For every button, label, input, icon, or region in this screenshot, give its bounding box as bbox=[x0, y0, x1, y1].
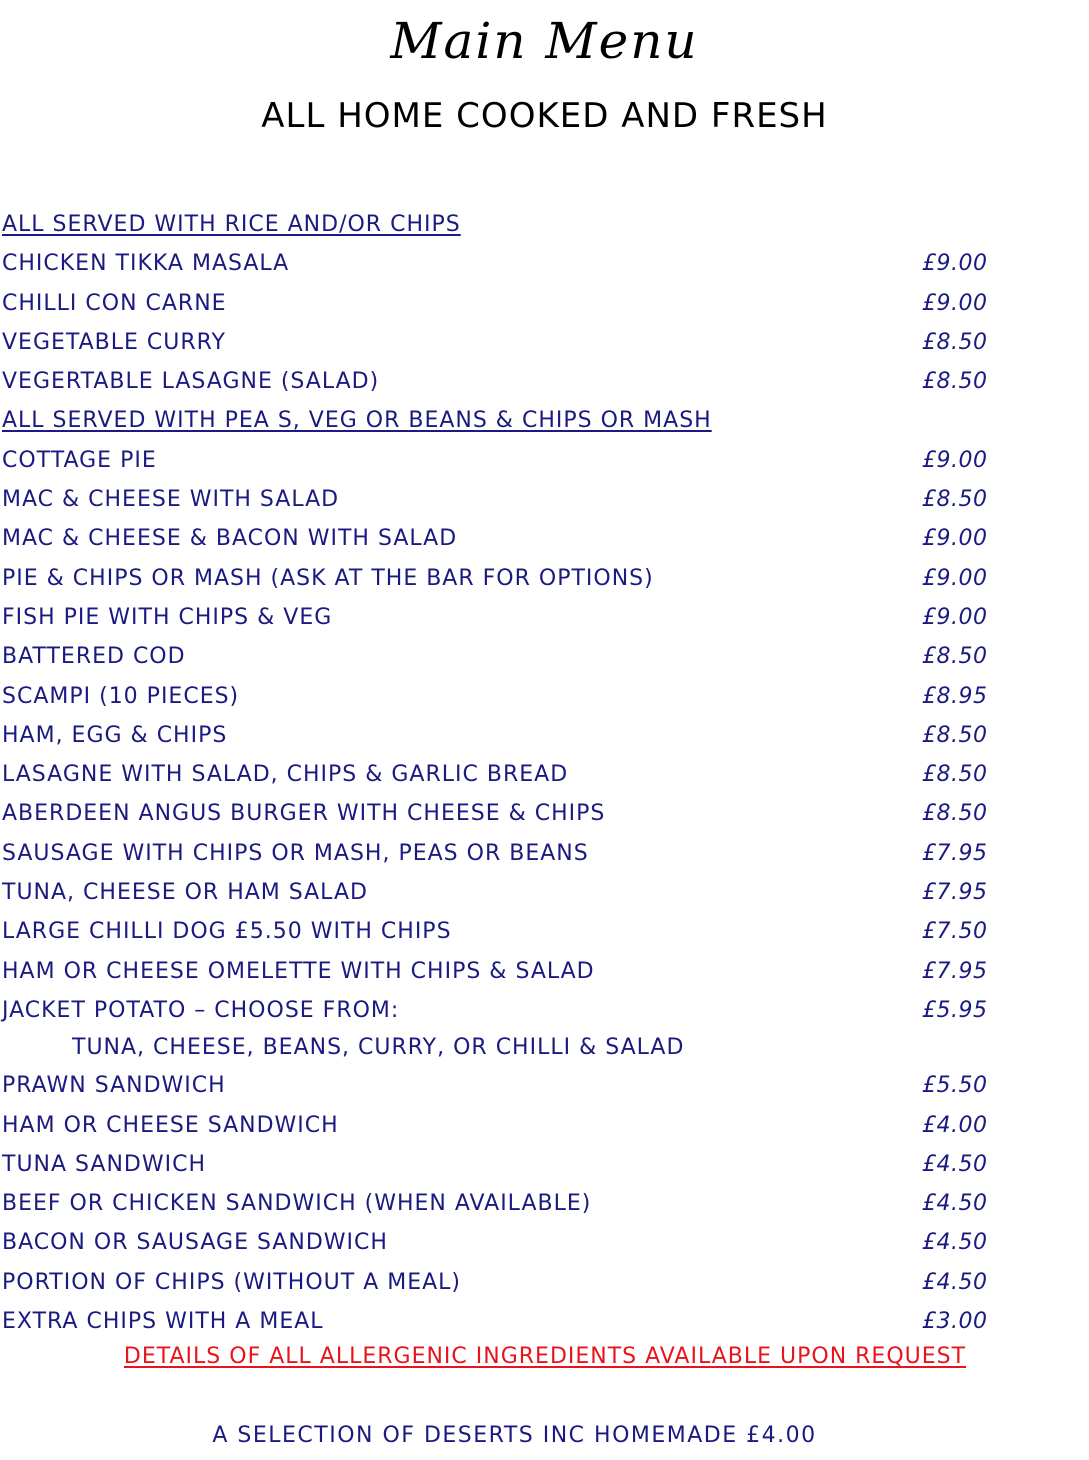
menu-item-price: £4.50 bbox=[922, 1230, 988, 1256]
menu-list bbox=[0, 205, 1089, 1341]
menu-subtitle: ALL HOME COOKED AND FRESH bbox=[261, 96, 828, 136]
menu-item-price: £4.50 bbox=[922, 1191, 988, 1217]
menu-item-price: £9.00 bbox=[922, 526, 988, 552]
menu-item-price: £9.00 bbox=[922, 290, 988, 316]
menu-item bbox=[0, 1302, 1089, 1341]
menu-item-name: HAM, EGG & CHIPS bbox=[2, 722, 228, 748]
menu-item-price: £8.95 bbox=[922, 683, 988, 709]
menu-item-name: SAUSAGE WITH CHIPS OR MASH, PEAS OR BEANS bbox=[2, 840, 589, 866]
menu-item-name: HAM OR CHEESE OMELETTE WITH CHIPS & SALAD bbox=[2, 958, 595, 984]
section-title: ALL SERVED WITH RICE AND/OR CHIPS bbox=[2, 212, 461, 237]
menu-item bbox=[0, 991, 1089, 1030]
menu-item-price: £8.50 bbox=[922, 369, 988, 395]
menu-item-name: VEGERTABLE LASAGNE (SALAD) bbox=[2, 369, 380, 395]
menu-item-name: PORTION OF CHIPS (WITHOUT A MEAL) bbox=[2, 1269, 462, 1295]
menu-item-name: CHICKEN TIKKA MASALA bbox=[2, 251, 290, 277]
menu-item-name: CHILLI CON CARNE bbox=[2, 290, 227, 316]
menu-item bbox=[0, 755, 1089, 794]
menu-item-name: ABERDEEN ANGUS BURGER WITH CHEESE & CHIPS bbox=[2, 801, 606, 827]
menu-item-price: £4.50 bbox=[922, 1269, 988, 1295]
menu-item bbox=[0, 912, 1089, 951]
menu-item-name: MAC & CHEESE WITH SALAD bbox=[2, 487, 340, 513]
menu-item bbox=[0, 677, 1089, 716]
menu-item bbox=[0, 834, 1089, 873]
menu-item-name: JACKET POTATO – CHOOSE FROM: bbox=[2, 997, 400, 1023]
menu-item bbox=[0, 284, 1089, 323]
desserts-note: A SELECTION OF DESERTS INC HOMEMADE £4.00 bbox=[212, 1423, 817, 1448]
menu-item-price: £9.00 bbox=[922, 604, 988, 630]
menu-section-header bbox=[0, 205, 1089, 244]
menu-item bbox=[0, 794, 1089, 833]
menu-item bbox=[0, 873, 1089, 912]
menu-item-price: £3.00 bbox=[922, 1309, 988, 1335]
menu-item-price: £7.95 bbox=[922, 958, 988, 984]
menu-item bbox=[0, 1184, 1089, 1223]
menu-item bbox=[0, 441, 1089, 480]
menu-item bbox=[0, 559, 1089, 598]
menu-item-name: SCAMPI (10 PIECES) bbox=[2, 683, 240, 709]
menu-item bbox=[0, 519, 1089, 558]
menu-item-price: £8.50 bbox=[922, 801, 988, 827]
menu-item-name: FISH PIE WITH CHIPS & VEG bbox=[2, 604, 333, 630]
menu-item-price: £8.50 bbox=[922, 762, 988, 788]
menu-item bbox=[0, 1263, 1089, 1302]
menu-item bbox=[0, 716, 1089, 755]
menu-item bbox=[0, 952, 1089, 991]
menu-item-name: EXTRA CHIPS WITH A MEAL bbox=[2, 1309, 324, 1335]
menu-item-name: BACON OR SAUSAGE SANDWICH bbox=[2, 1230, 388, 1256]
menu-item-name: BATTERED COD bbox=[2, 644, 186, 670]
menu-item-options bbox=[0, 1030, 1089, 1066]
menu-item-name: LARGE CHILLI DOG £5.50 WITH CHIPS bbox=[2, 919, 452, 945]
menu-item-name: COTTAGE PIE bbox=[2, 447, 157, 473]
menu-item bbox=[0, 598, 1089, 637]
menu-item bbox=[0, 637, 1089, 676]
menu-item-price: £9.00 bbox=[922, 565, 988, 591]
allergen-notice: DETAILS OF ALL ALLERGENIC INGREDIENTS AVAILABLE UPON REQUEST bbox=[123, 1344, 967, 1369]
menu-item bbox=[0, 362, 1089, 401]
menu-item-name: LASAGNE WITH SALAD, CHIPS & GARLIC BREAD bbox=[2, 762, 569, 788]
menu-item bbox=[0, 323, 1089, 362]
menu-item-price: £4.50 bbox=[922, 1151, 988, 1177]
menu-item bbox=[0, 1066, 1089, 1105]
menu-item-name: PRAWN SANDWICH bbox=[2, 1073, 226, 1099]
menu-item-price: £8.50 bbox=[922, 644, 988, 670]
menu-item-name: TUNA SANDWICH bbox=[2, 1151, 207, 1177]
menu-item-price: £7.95 bbox=[922, 840, 988, 866]
menu-item-name: VEGETABLE CURRY bbox=[2, 329, 226, 355]
section-title: ALL SERVED WITH PEA S, VEG OR BEANS & CHIPS OR MASH bbox=[2, 408, 712, 434]
menu-item-price: £8.50 bbox=[922, 722, 988, 748]
menu-item-price: £4.00 bbox=[922, 1112, 988, 1138]
menu-title: Main Menu bbox=[390, 12, 699, 70]
menu-item bbox=[0, 1223, 1089, 1262]
menu-item-name: HAM OR CHEESE SANDWICH bbox=[2, 1112, 339, 1138]
menu-item-price: £9.00 bbox=[922, 447, 988, 473]
menu-item-name: BEEF OR CHICKEN SANDWICH (WHEN AVAILABLE) bbox=[2, 1191, 592, 1217]
menu-item bbox=[0, 480, 1089, 519]
menu-item-name: MAC & CHEESE & BACON WITH SALAD bbox=[2, 526, 458, 552]
menu-item-price: £9.00 bbox=[922, 251, 988, 277]
menu-item bbox=[0, 244, 1089, 283]
menu-item-price: £5.95 bbox=[922, 997, 988, 1023]
menu-item-price: £8.50 bbox=[922, 487, 988, 513]
menu-item-name: TUNA, CHEESE OR HAM SALAD bbox=[2, 880, 368, 906]
menu-item-name: TUNA, CHEESE, BEANS, CURRY, OR CHILLI & SALAD bbox=[72, 1035, 685, 1061]
menu-item-price: £8.50 bbox=[922, 329, 988, 355]
menu-section-header bbox=[0, 401, 1089, 440]
menu-item-name: PIE & CHIPS OR MASH (ASK AT THE BAR FOR OPTIONS) bbox=[2, 565, 654, 591]
menu-item-price: £7.95 bbox=[922, 880, 988, 906]
menu-item-price: £5.50 bbox=[922, 1073, 988, 1099]
menu-item-price: £7.50 bbox=[922, 919, 988, 945]
menu-item bbox=[0, 1106, 1089, 1145]
menu-item bbox=[0, 1145, 1089, 1184]
